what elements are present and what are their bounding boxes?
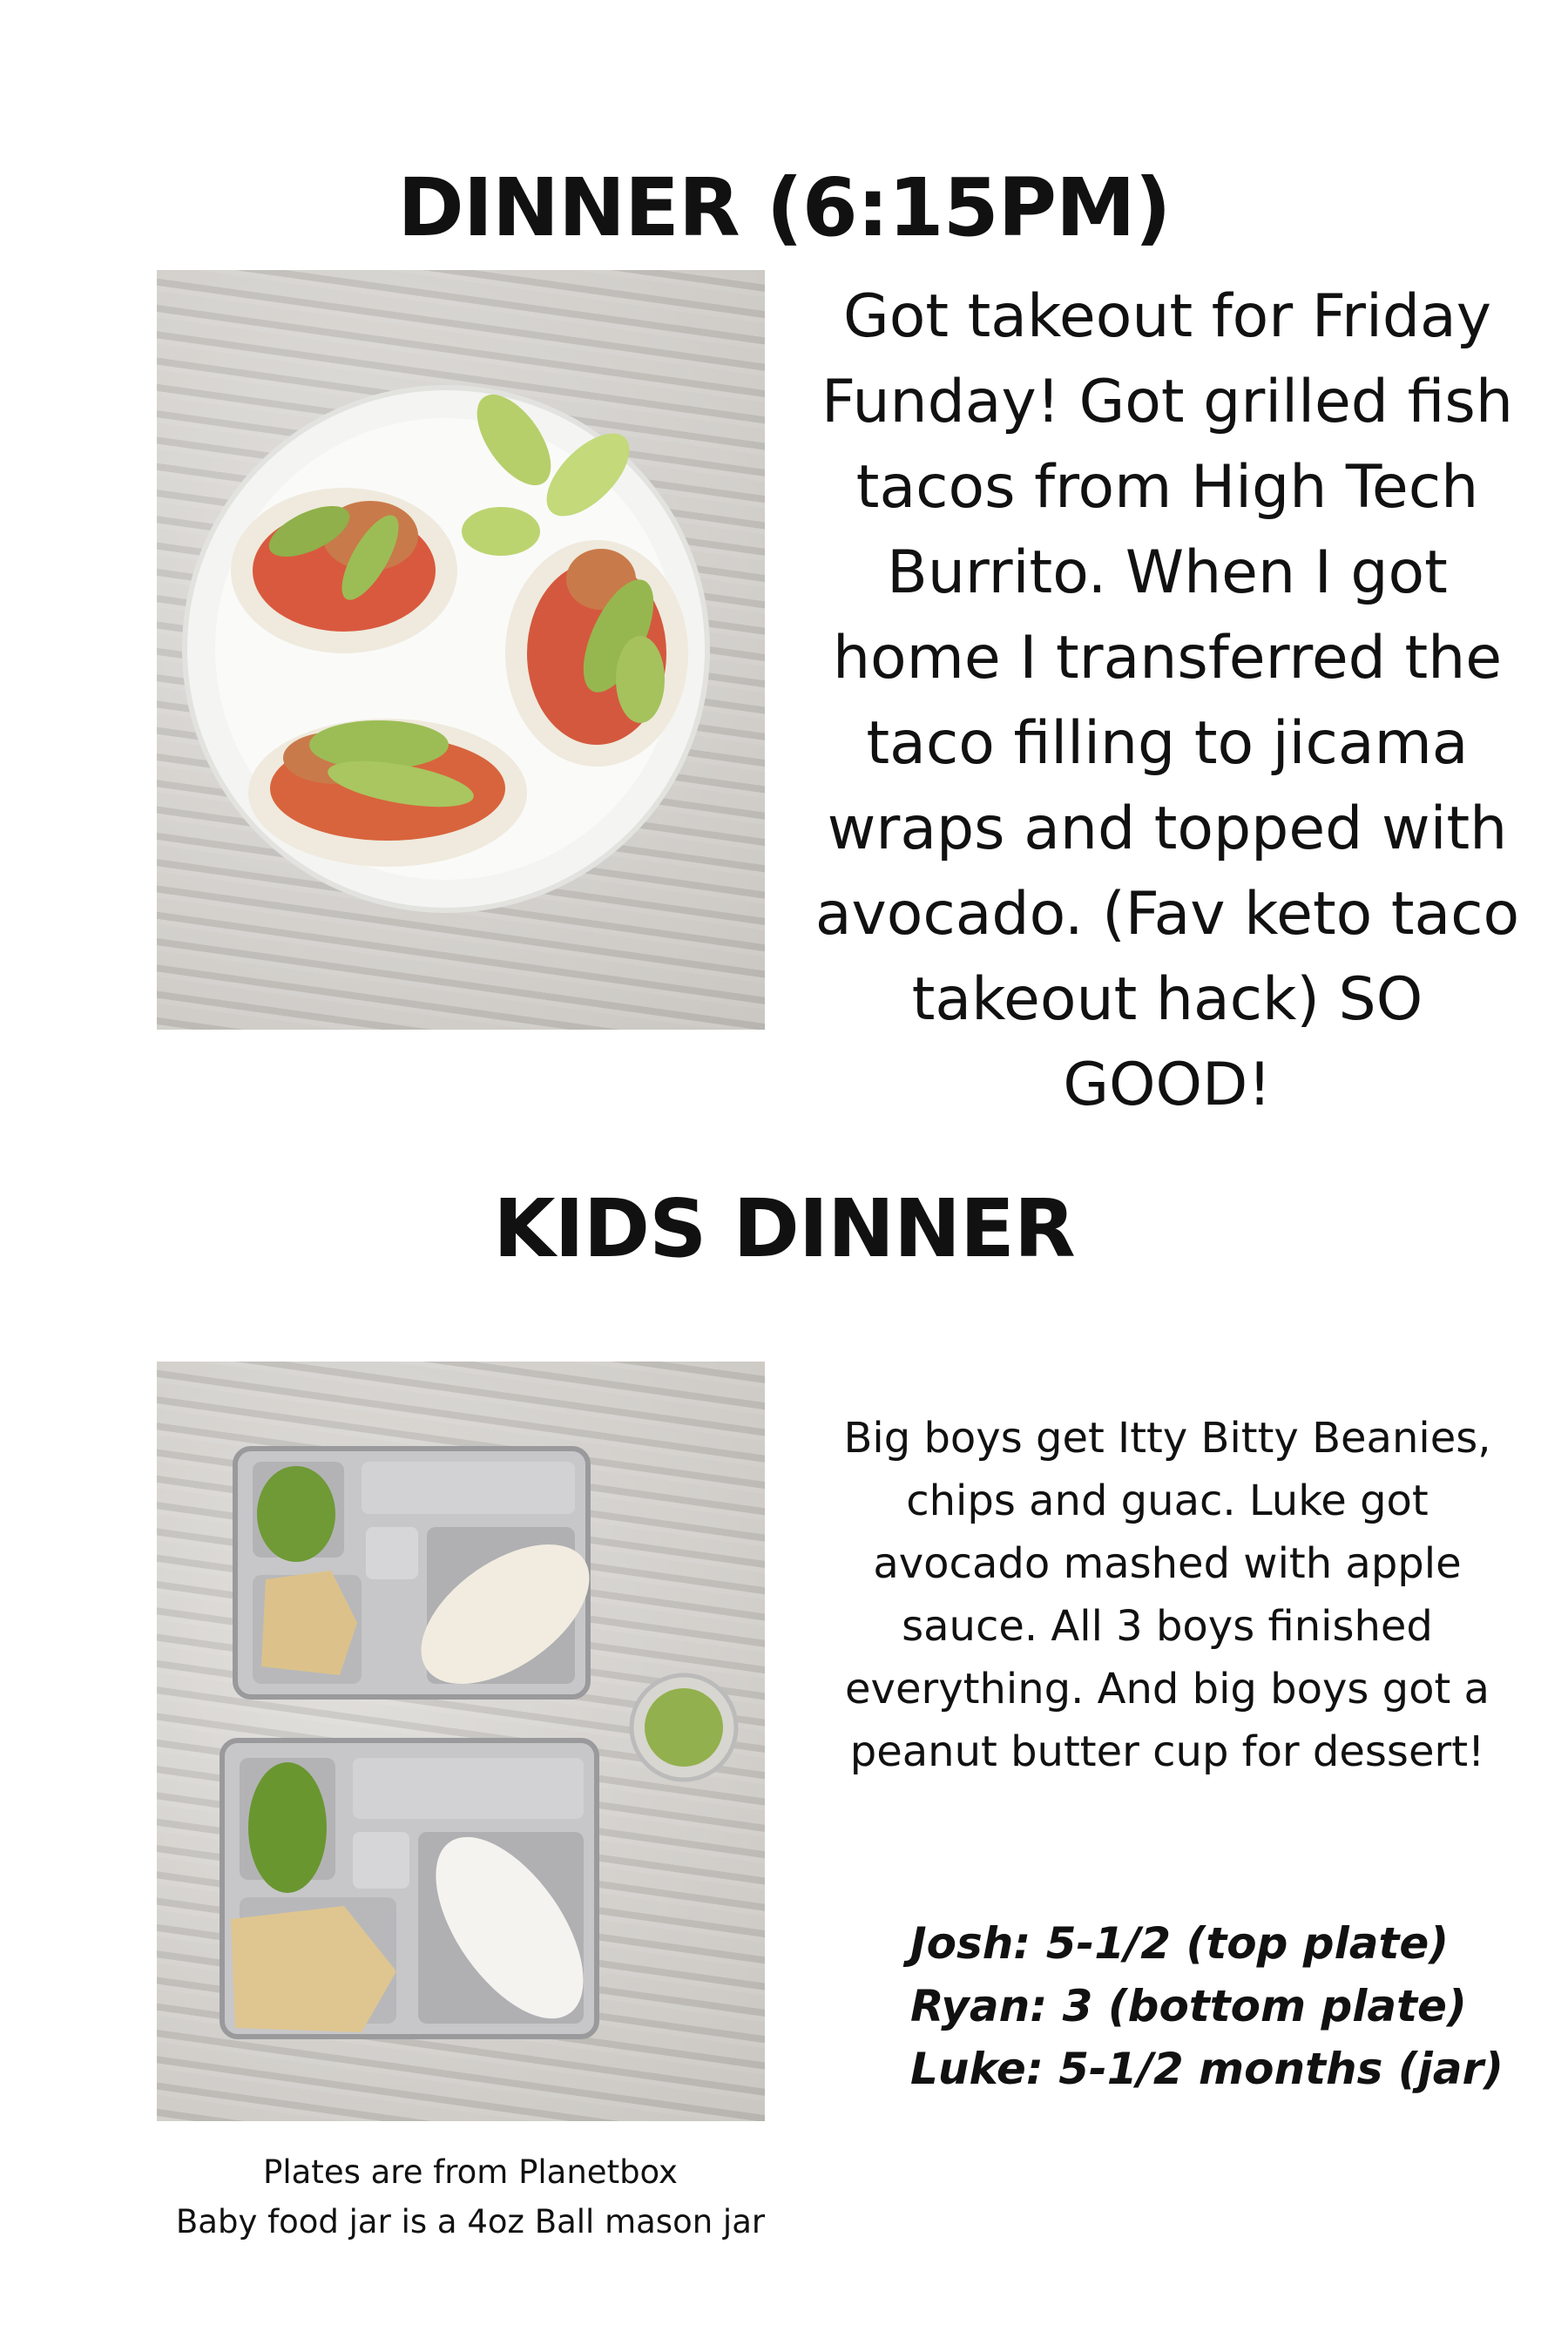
kids-dinner-description: Big boys get Itty Bitty Beanies, chips and guac. Luke got avocado mashed with apple sauce. All 3 boys finished everything. And big boys got a peanut butter cup for dessert! xyxy=(843,1414,1491,1776)
age-ryan: Ryan: 3 (bottom plate) xyxy=(910,1981,1467,2031)
fish-tacos-photo xyxy=(157,270,765,1030)
age-josh: Josh: 5-1/2 (top plate) xyxy=(910,1918,1450,1969)
dinner-heading: DINNER (6:15PM) xyxy=(397,161,1171,254)
dinner-description: Got takeout for Friday Funday! Got grilled fish tacos from High Tech Burrito. When I got home I transferred the taco filling to jicama wraps and topped with avocado. (Fav keto taco takeout hack) SO GOOD! xyxy=(814,282,1520,1119)
ages-list xyxy=(910,1912,1504,2100)
caption-line-jar: Baby food jar is a 4oz Ball mason jar xyxy=(175,2203,766,2240)
kids-plates-photo xyxy=(157,1362,765,2121)
caption-line-plates: Plates are from Planetbox xyxy=(263,2153,678,2191)
photo-caption xyxy=(122,2147,819,2247)
kids-dinner-heading: KIDS DINNER xyxy=(493,1182,1075,1275)
age-luke: Luke: 5-1/2 months (jar) xyxy=(910,2044,1504,2094)
